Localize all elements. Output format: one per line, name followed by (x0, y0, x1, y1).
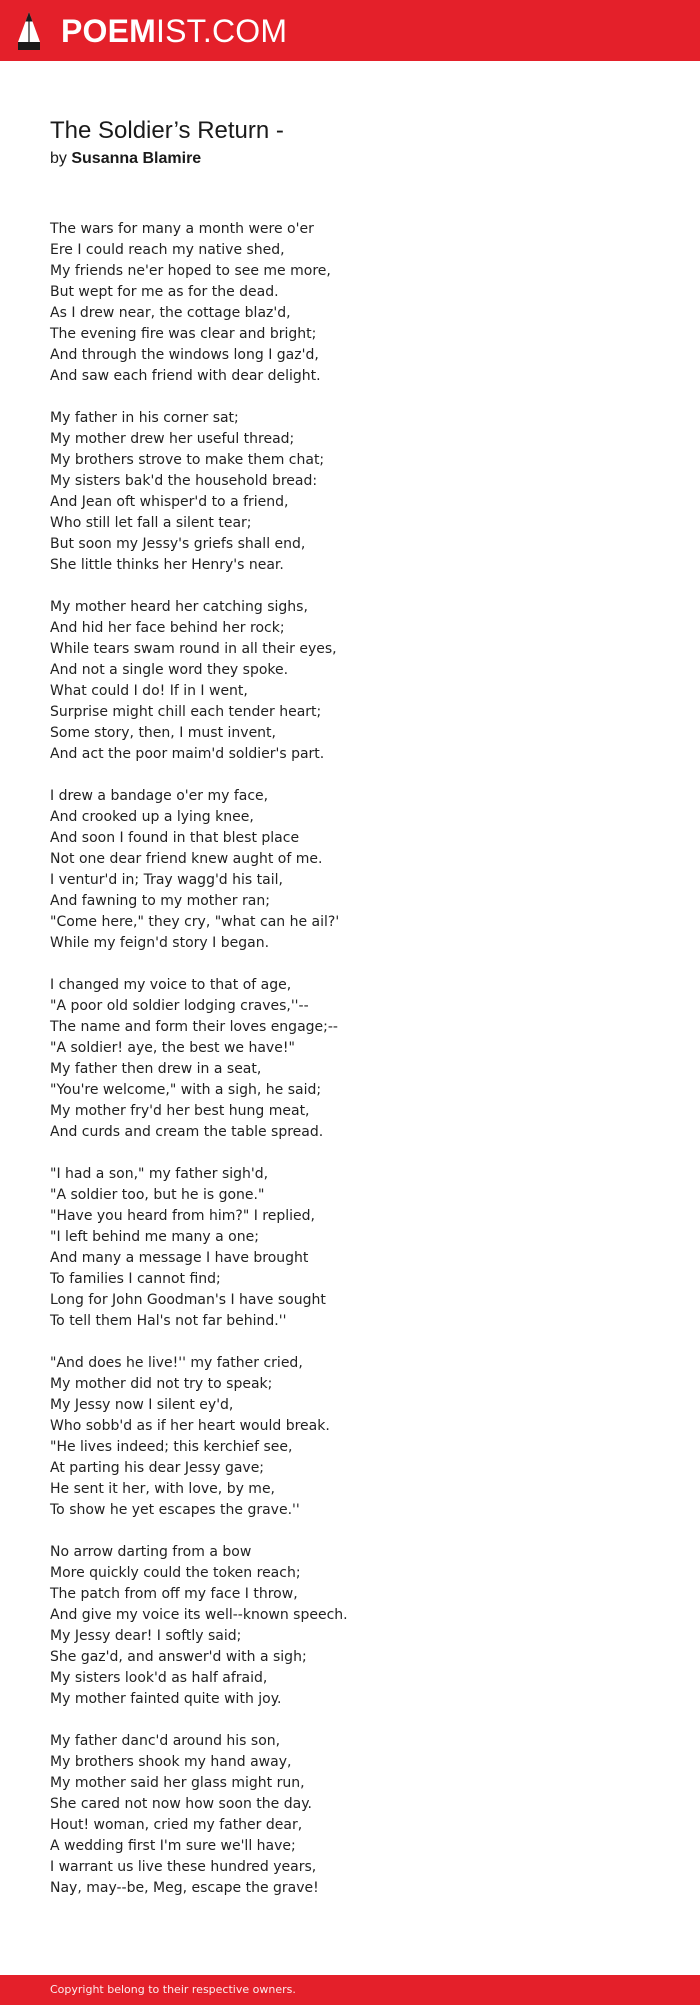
poem-line: My sisters bak'd the household bread: (50, 473, 318, 489)
poem-line: My mother did not try to speak; (50, 1376, 273, 1392)
poem-body (50, 219, 650, 1920)
poem-line: While tears swam round in all their eyes, (50, 641, 337, 657)
poem-line: And fawning to my mother ran; (50, 893, 270, 909)
poem-line: My Jessy dear! I softly said; (50, 1628, 242, 1644)
poem-line: My mother heard her catching sighs, (50, 599, 308, 615)
poem-line: And crooked up a lying knee, (50, 809, 254, 825)
poem-line: "He lives indeed; this kerchief see, (50, 1439, 293, 1455)
site-header (0, 0, 700, 61)
poem-line: "A soldier too, but he is gone." (50, 1187, 265, 1203)
poem-line: My father in his corner sat; (50, 410, 239, 426)
stanza (50, 219, 650, 387)
stanza (50, 1353, 650, 1521)
stanza (50, 1542, 650, 1710)
poem-line: My father then drew in a seat, (50, 1061, 262, 1077)
poem-line: My friends ne'er hoped to see me more, (50, 263, 331, 279)
poem-line: I ventur'd in; Tray wagg'd his tail, (50, 872, 283, 888)
poem-line: "I left behind me many a one; (50, 1229, 259, 1245)
by-label: by (50, 150, 67, 167)
site-footer (0, 1975, 700, 2005)
poem-line: And give my voice its well--known speech. (50, 1607, 348, 1623)
poem-line: Nay, may--be, Meg, escape the grave! (50, 1880, 319, 1896)
poem-line: I warrant us live these hundred years, (50, 1859, 317, 1875)
poem-line: The name and form their loves engage;-- (50, 1019, 338, 1035)
poem-line: My brothers shook my hand away, (50, 1754, 292, 1770)
stanza (50, 597, 650, 765)
poem-line: My sisters look'd as half afraid, (50, 1670, 268, 1686)
poem-line: A wedding first I'm sure we'll have; (50, 1838, 296, 1854)
poem-line: Not one dear friend knew aught of me. (50, 851, 323, 867)
poem-line: As I drew near, the cottage blaz'd, (50, 305, 291, 321)
poem-line: She little thinks her Henry's near. (50, 557, 284, 573)
author-name[interactable]: Susanna Blamire (71, 150, 202, 167)
poem-line: To families I cannot find; (50, 1271, 221, 1287)
stanza (50, 975, 650, 1143)
poem-line: "Come here," they cry, "what can he ail?' (50, 914, 340, 930)
poem-line: The evening fire was clear and bright; (50, 326, 317, 342)
poem-line: But wept for me as for the dead. (50, 284, 279, 300)
stanza (50, 786, 650, 954)
poem-line: And through the windows long I gaz'd, (50, 347, 319, 363)
poem-title: The Soldier’s Return - (50, 117, 284, 144)
poem-line: Ere I could reach my native shed, (50, 242, 285, 258)
poem-line: My Jessy now I silent ey'd, (50, 1397, 234, 1413)
poem-line: Who still let fall a silent tear; (50, 515, 252, 531)
poem-line: My brothers strove to make them chat; (50, 452, 325, 468)
poem-line: The patch from off my face I throw, (50, 1586, 298, 1602)
poem-line: My mother said her glass might run, (50, 1775, 305, 1791)
poem-line: "Have you heard from him?" I replied, (50, 1208, 315, 1224)
poem-line: And Jean oft whisper'd to a friend, (50, 494, 289, 510)
poem-line: I drew a bandage o'er my face, (50, 788, 269, 804)
poem-line: No arrow darting from a bow (50, 1544, 252, 1560)
poem-line: And soon I found in that blest place (50, 830, 300, 846)
poem-line: To show he yet escapes the grave.'' (50, 1502, 300, 1518)
byline (50, 149, 201, 169)
poem-line: "You're welcome," with a sigh, he said; (50, 1082, 322, 1098)
poem-line: I changed my voice to that of age, (50, 977, 292, 993)
logo-bold-text: POEM (61, 13, 157, 49)
logo-light-text: IST.COM (156, 13, 288, 49)
poem-line: She cared not now how soon the day. (50, 1796, 312, 1812)
poem-line: At parting his dear Jessy gave; (50, 1460, 265, 1476)
poem-line: My mother drew her useful thread; (50, 431, 295, 447)
poem-line: More quickly could the token reach; (50, 1565, 301, 1581)
poem-line: My father danc'd around his son, (50, 1733, 281, 1749)
stanza (50, 1731, 650, 1899)
stanza (50, 408, 650, 576)
site-logo[interactable] (61, 13, 287, 49)
poem-line: Surprise might chill each tender heart; (50, 704, 322, 720)
poem-line: And act the poor maim'd soldier's part. (50, 746, 325, 762)
poem-line: What could I do! If in I went, (50, 683, 248, 699)
poem-line: And curds and cream the table spread. (50, 1124, 324, 1140)
poem-line: And hid her face behind her rock; (50, 620, 285, 636)
poem-line: And many a message I have brought (50, 1250, 309, 1266)
poem-line: But soon my Jessy's griefs shall end, (50, 536, 306, 552)
poem-line: And saw each friend with dear delight. (50, 368, 321, 384)
poem-line: To tell them Hal's not far behind.'' (50, 1313, 287, 1329)
poem-line: "A soldier! aye, the best we have!" (50, 1040, 295, 1056)
poem-line: Hout! woman, cried my father dear, (50, 1817, 303, 1833)
copyright-text: Copyright belong to their respective owners. (50, 1983, 296, 1996)
stanza (50, 1164, 650, 1332)
pencil-tip-icon[interactable] (17, 11, 41, 51)
poem-line: "A poor old soldier lodging craves,''-- (50, 998, 309, 1014)
poem-line: And not a single word they spoke. (50, 662, 289, 678)
poem-line: Who sobb'd as if her heart would break. (50, 1418, 330, 1434)
poem-line: "I had a son," my father sigh'd, (50, 1166, 269, 1182)
poem-line: While my feign'd story I began. (50, 935, 270, 951)
poem-line: The wars for many a month were o'er (50, 221, 314, 237)
poem-line: "And does he live!'' my father cried, (50, 1355, 303, 1371)
poem-line: She gaz'd, and answer'd with a sigh; (50, 1649, 307, 1665)
poem-line: My mother fry'd her best hung meat, (50, 1103, 310, 1119)
poem-line: Long for John Goodman's I have sought (50, 1292, 326, 1308)
poem-line: My mother fainted quite with joy. (50, 1691, 282, 1707)
poem-line: Some story, then, I must invent, (50, 725, 276, 741)
poem-line: He sent it her, with love, by me, (50, 1481, 276, 1497)
